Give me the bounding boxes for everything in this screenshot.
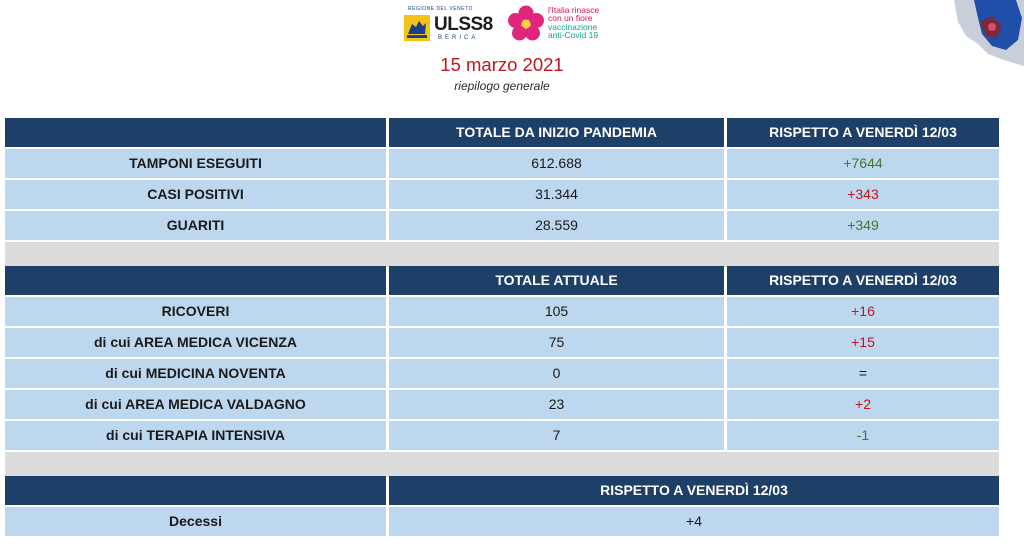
row-delta: = [727, 359, 999, 388]
vaccination-campaign-logo [506, 4, 616, 44]
row-delta: +343 [727, 180, 999, 209]
row-delta: +15 [727, 328, 999, 357]
table-header [5, 118, 999, 149]
campaign-line: con un fiore [548, 13, 593, 24]
row-label: RICOVERI [5, 297, 386, 326]
row-total: 612.688 [389, 149, 724, 178]
region-label: REGIONE DEL VENETO [408, 6, 473, 12]
table-header [5, 266, 999, 297]
row-total: 7 [389, 421, 724, 450]
row-label: TAMPONI ESEGUITI [5, 149, 386, 178]
header-cell: TOTALE ATTUALE [389, 266, 724, 295]
campaign-line: anti-Covid 19 [548, 29, 599, 40]
row-total: 105 [389, 297, 724, 326]
table-row [5, 421, 999, 452]
header-cell: TOTALE DA INIZIO PANDEMIA [389, 118, 724, 147]
table-row [5, 211, 999, 242]
table-row [5, 507, 999, 538]
row-label: CASI POSITIVI [5, 180, 386, 209]
header-cell [5, 266, 386, 295]
report-subtitle: riepilogo generale [454, 79, 550, 93]
section-separator [5, 452, 999, 477]
table-header [5, 476, 999, 507]
row-delta: -1 [727, 421, 999, 450]
row-total: 0 [389, 359, 724, 388]
row-delta: +2 [727, 390, 999, 419]
table-row [5, 297, 999, 328]
table-row [5, 328, 999, 359]
table-row [5, 390, 999, 421]
primrose-flower-icon [506, 4, 546, 44]
ulss8-logo [404, 6, 493, 42]
campaign-line: vaccinazione [548, 21, 598, 32]
row-total: 75 [389, 328, 724, 357]
header-cell: RISPETTO A VENERDÌ 12/03 [389, 476, 999, 505]
row-total: 23 [389, 390, 724, 419]
row-label: di cui AREA MEDICA VICENZA [5, 328, 386, 357]
header-cell [5, 476, 386, 505]
campaign-text [548, 6, 599, 39]
brand-subtitle: BERICA [438, 35, 479, 41]
row-label: di cui TERAPIA INTENSIVA [5, 421, 386, 450]
section-separator [5, 242, 999, 267]
row-delta: +7644 [727, 149, 999, 178]
header-cell: RISPETTO A VENERDÌ 12/03 [727, 118, 999, 147]
row-delta: +16 [727, 297, 999, 326]
row-label: Decessi [5, 507, 386, 536]
row-label: di cui MEDICINA NOVENTA [5, 359, 386, 388]
brand-name: ULSS8 [434, 14, 493, 35]
row-label: GUARITI [5, 211, 386, 240]
table-row [5, 359, 999, 390]
header-cell [5, 118, 386, 147]
table-row [5, 149, 999, 180]
row-label: di cui AREA MEDICA VALDAGNO [5, 390, 386, 419]
header-cell: RISPETTO A VENERDÌ 12/03 [727, 266, 999, 295]
row-delta: +349 [727, 211, 999, 240]
campaign-line: l'Italia rinasce [548, 5, 600, 15]
report-date: 15 marzo 2021 [440, 54, 564, 75]
table-row [5, 180, 999, 211]
row-delta: +4 [389, 507, 999, 536]
lion-emblem-icon [404, 15, 430, 41]
row-total: 28.559 [389, 211, 724, 240]
row-total: 31.344 [389, 180, 724, 209]
